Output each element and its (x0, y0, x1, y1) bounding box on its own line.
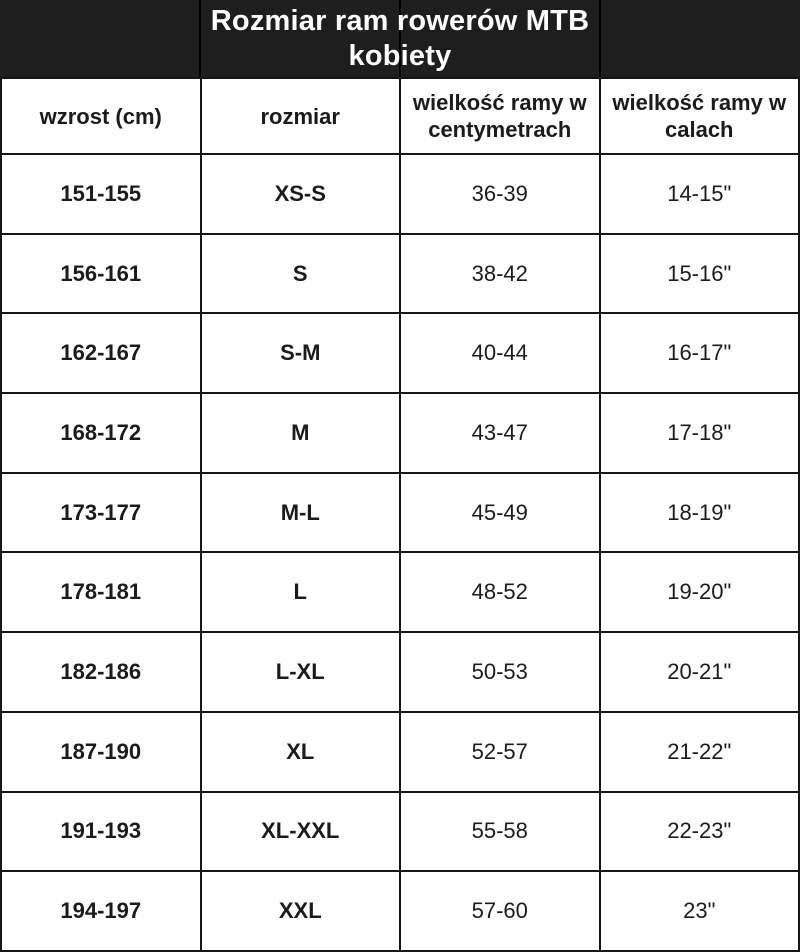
cell-frame-inches: 16-17" (600, 313, 800, 393)
cell-frame-inches: 19-20" (600, 552, 800, 632)
cell-size: M (201, 393, 401, 473)
cell-frame-inches: 18-19" (600, 473, 800, 553)
table-row (1, 393, 799, 473)
header-row (1, 78, 799, 154)
title-band-divider (599, 0, 601, 77)
cell-size: XXL (201, 871, 401, 951)
cell-size: XL-XXL (201, 792, 401, 872)
cell-frame-cm: 40-44 (400, 313, 600, 393)
cell-height-cm: 162-167 (1, 313, 201, 393)
column-header-frame-cm: wielkość ramy w centymetrach (400, 78, 600, 154)
cell-frame-cm: 57-60 (400, 871, 600, 951)
cell-frame-inches: 17-18" (600, 393, 800, 473)
cell-height-cm: 194-197 (1, 871, 201, 951)
column-header-size: rozmiar (201, 78, 401, 154)
cell-size: XS-S (201, 154, 401, 234)
cell-size: S (201, 234, 401, 314)
cell-frame-cm: 45-49 (400, 473, 600, 553)
column-header-frame-inches: wielkość ramy w calach (600, 78, 800, 154)
size-table-head (1, 78, 799, 154)
table-row (1, 234, 799, 314)
table-row (1, 792, 799, 872)
title-band-divider (199, 0, 201, 77)
title-band (0, 0, 800, 77)
table-row (1, 871, 799, 951)
cell-height-cm: 191-193 (1, 792, 201, 872)
table-row (1, 632, 799, 712)
cell-frame-inches: 15-16" (600, 234, 800, 314)
page-title-line-2: kobiety (348, 39, 452, 72)
table-row (1, 712, 799, 792)
cell-height-cm: 168-172 (1, 393, 201, 473)
cell-size: XL (201, 712, 401, 792)
page-title-line-1: Rozmiar ram rowerów MTB (210, 4, 590, 37)
table-row (1, 473, 799, 553)
size-table-body (1, 154, 799, 951)
table-row (1, 552, 799, 632)
cell-size: L-XL (201, 632, 401, 712)
table-row (1, 313, 799, 393)
table-row (1, 154, 799, 234)
cell-height-cm: 173-177 (1, 473, 201, 553)
cell-frame-inches: 14-15" (600, 154, 800, 234)
size-table (0, 77, 800, 952)
cell-height-cm: 151-155 (1, 154, 201, 234)
cell-frame-inches: 22-23" (600, 792, 800, 872)
cell-frame-cm: 36-39 (400, 154, 600, 234)
cell-height-cm: 178-181 (1, 552, 201, 632)
cell-size: M-L (201, 473, 401, 553)
cell-height-cm: 156-161 (1, 234, 201, 314)
cell-height-cm: 187-190 (1, 712, 201, 792)
cell-frame-inches: 21-22" (600, 712, 800, 792)
cell-frame-inches: 23" (600, 871, 800, 951)
cell-frame-cm: 55-58 (400, 792, 600, 872)
cell-frame-cm: 48-52 (400, 552, 600, 632)
cell-frame-cm: 38-42 (400, 234, 600, 314)
cell-size: S-M (201, 313, 401, 393)
cell-frame-inches: 20-21" (600, 632, 800, 712)
column-header-height-cm: wzrost (cm) (1, 78, 201, 154)
cell-height-cm: 182-186 (1, 632, 201, 712)
cell-size: L (201, 552, 401, 632)
cell-frame-cm: 50-53 (400, 632, 600, 712)
page-title (211, 4, 589, 74)
cell-frame-cm: 43-47 (400, 393, 600, 473)
cell-frame-cm: 52-57 (400, 712, 600, 792)
